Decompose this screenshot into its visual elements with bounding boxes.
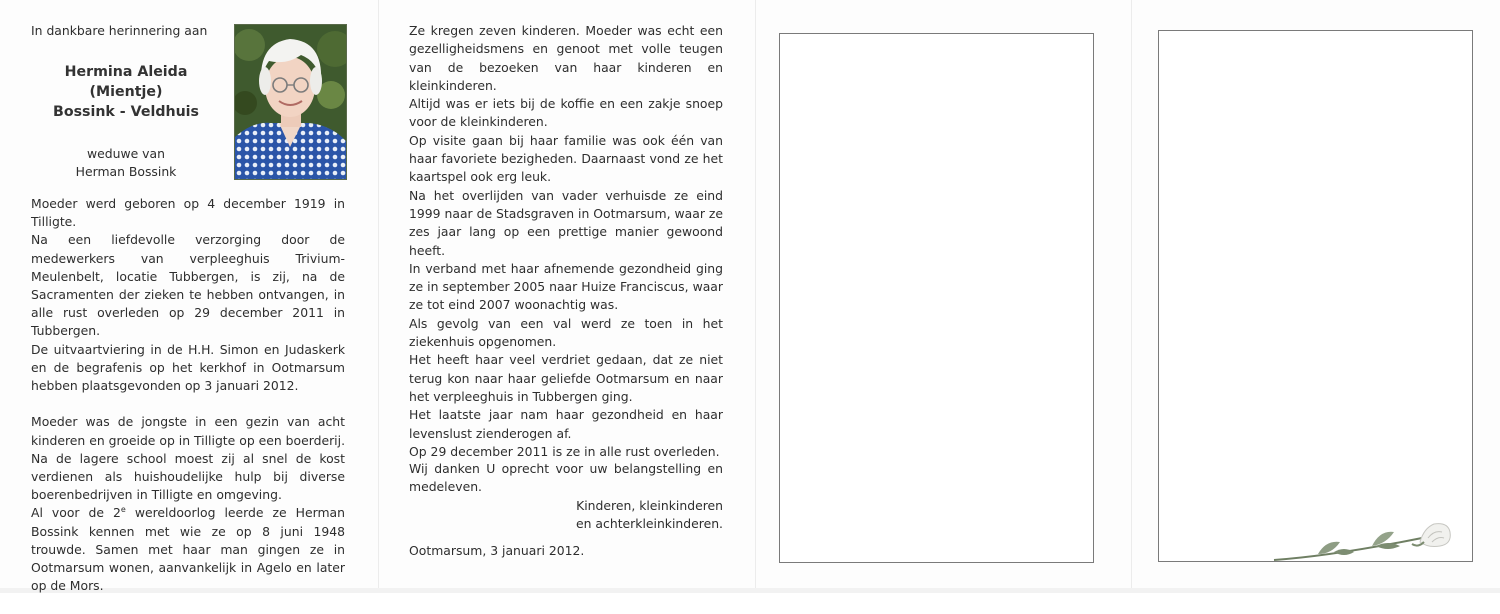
paragraph: Altijd was er iets bij de koffie en een zakje snoep voor de kleinkinderen. [409, 96, 723, 130]
name-line: (Mientje) [89, 84, 163, 100]
portrait-icon [235, 25, 346, 179]
paragraph: Het laatste jaar nam haar gezondheid en haar levenslust zienderogen af. [409, 407, 723, 441]
paragraph: Het heeft haar veel verdriet gedaan, dat ze niet terug kon naar haar geliefde Ootmarsum en naar het verpleeghuis in Tubbergen ging. [409, 352, 723, 404]
paragraph-text: De uitvaartviering in de H.H. Simon en Judaskerk en de begrafenis op het kerkhof in Ootmarsum hebben plaatsgevonden op 3 januari 2012. [31, 341, 345, 394]
widow-of [31, 145, 221, 181]
thanks-text: Wij danken U oprecht voor uw belangstelling en medeleven. [409, 461, 723, 495]
name-line: Bossink - Veldhuis [53, 104, 199, 120]
life-story-left [31, 195, 345, 614]
rose-icon [1272, 518, 1456, 566]
paragraph: Ze kregen zeven kinderen. Moeder was echt een gezelligheidsmens en genoot met volle teugen van de bezoeken van haar kinderen en kleinkinderen. [409, 23, 723, 93]
fold-line [1131, 0, 1132, 593]
paragraph [31, 413, 345, 595]
paragraph [31, 195, 345, 395]
signoff-line: en achterkleinkinderen. [576, 516, 723, 532]
signoff-line: Kinderen, kleinkinderen [576, 498, 723, 513]
paragraph: Op visite gaan bij haar familie was ook één van haar favoriete bezigheden. Daarnaast vond ze het kaartspel ook erg leuk. [409, 132, 723, 185]
widow-line: weduwe van [87, 146, 165, 161]
paragraph-text: Al voor de 2 [31, 505, 121, 521]
paragraph-text: Na een liefdevolle verzorging door de medewerkers van verpleeghuis Trivium-Meulenbelt, locatie Tubbergen, is zij, na de Sacramenten der zieken te hebben ontvangen, in alle rust overleden op 29 december 2011 in Tubbergen. [31, 232, 345, 339]
fold-line [378, 0, 379, 593]
paragraph: Als gevolg van een val werd ze toen in het ziekenhuis opgenomen. [409, 315, 723, 350]
paragraph-text: Moeder was de jongste in een gezin van acht kinderen en groeide op in Tilligte op een boerderij. Na de lagere school moest zij al snel de kost verdienen als huishoudelijke hulp bij diverse boerenbedrijven in Tilligte en omgeving. [31, 414, 346, 503]
paragraph-text: wereldoorlog leerde ze Herman Bossink kennen met wie ze op 8 juni 1948 trouwde. Samen met haar man gingen ze in Ootmarsum wonen, aanvankelijk in Agelo en later op de Mors. [31, 505, 345, 594]
signoff [576, 497, 723, 534]
portrait-photo [234, 24, 347, 180]
deceased-name [31, 62, 221, 122]
empty-frame-right [1158, 30, 1473, 562]
paragraph: In verband met haar afnemende gezondheid ging ze in september 2005 naar Huize Franciscus, waar ze tot eind 2007 woonachtig was. [409, 260, 723, 313]
paragraph-text: Moeder werd geboren op 4 december 1919 in Tilligte. [31, 196, 345, 230]
intro-text: In dankbare herinnering aan [31, 23, 208, 38]
empty-frame-left [779, 33, 1094, 563]
widow-line: Herman Bossink [75, 164, 177, 179]
superscript: e [120, 505, 126, 515]
name-line: Hermina Aleida [64, 64, 188, 80]
fold-line [755, 0, 756, 593]
life-story-right [409, 22, 723, 461]
paragraph: Na het overlijden van vader verhuisde ze eind 1999 naar de Stadsgraven in Ootmarsum, waar ze zes jaar lang op een prettige manier gewoond heeft. [409, 187, 723, 258]
paragraph: Op 29 december 2011 is ze in alle rust overleden. [409, 443, 720, 459]
white-rose-icon [1272, 518, 1456, 566]
place-date: Ootmarsum, 3 januari 2012. [409, 543, 585, 558]
